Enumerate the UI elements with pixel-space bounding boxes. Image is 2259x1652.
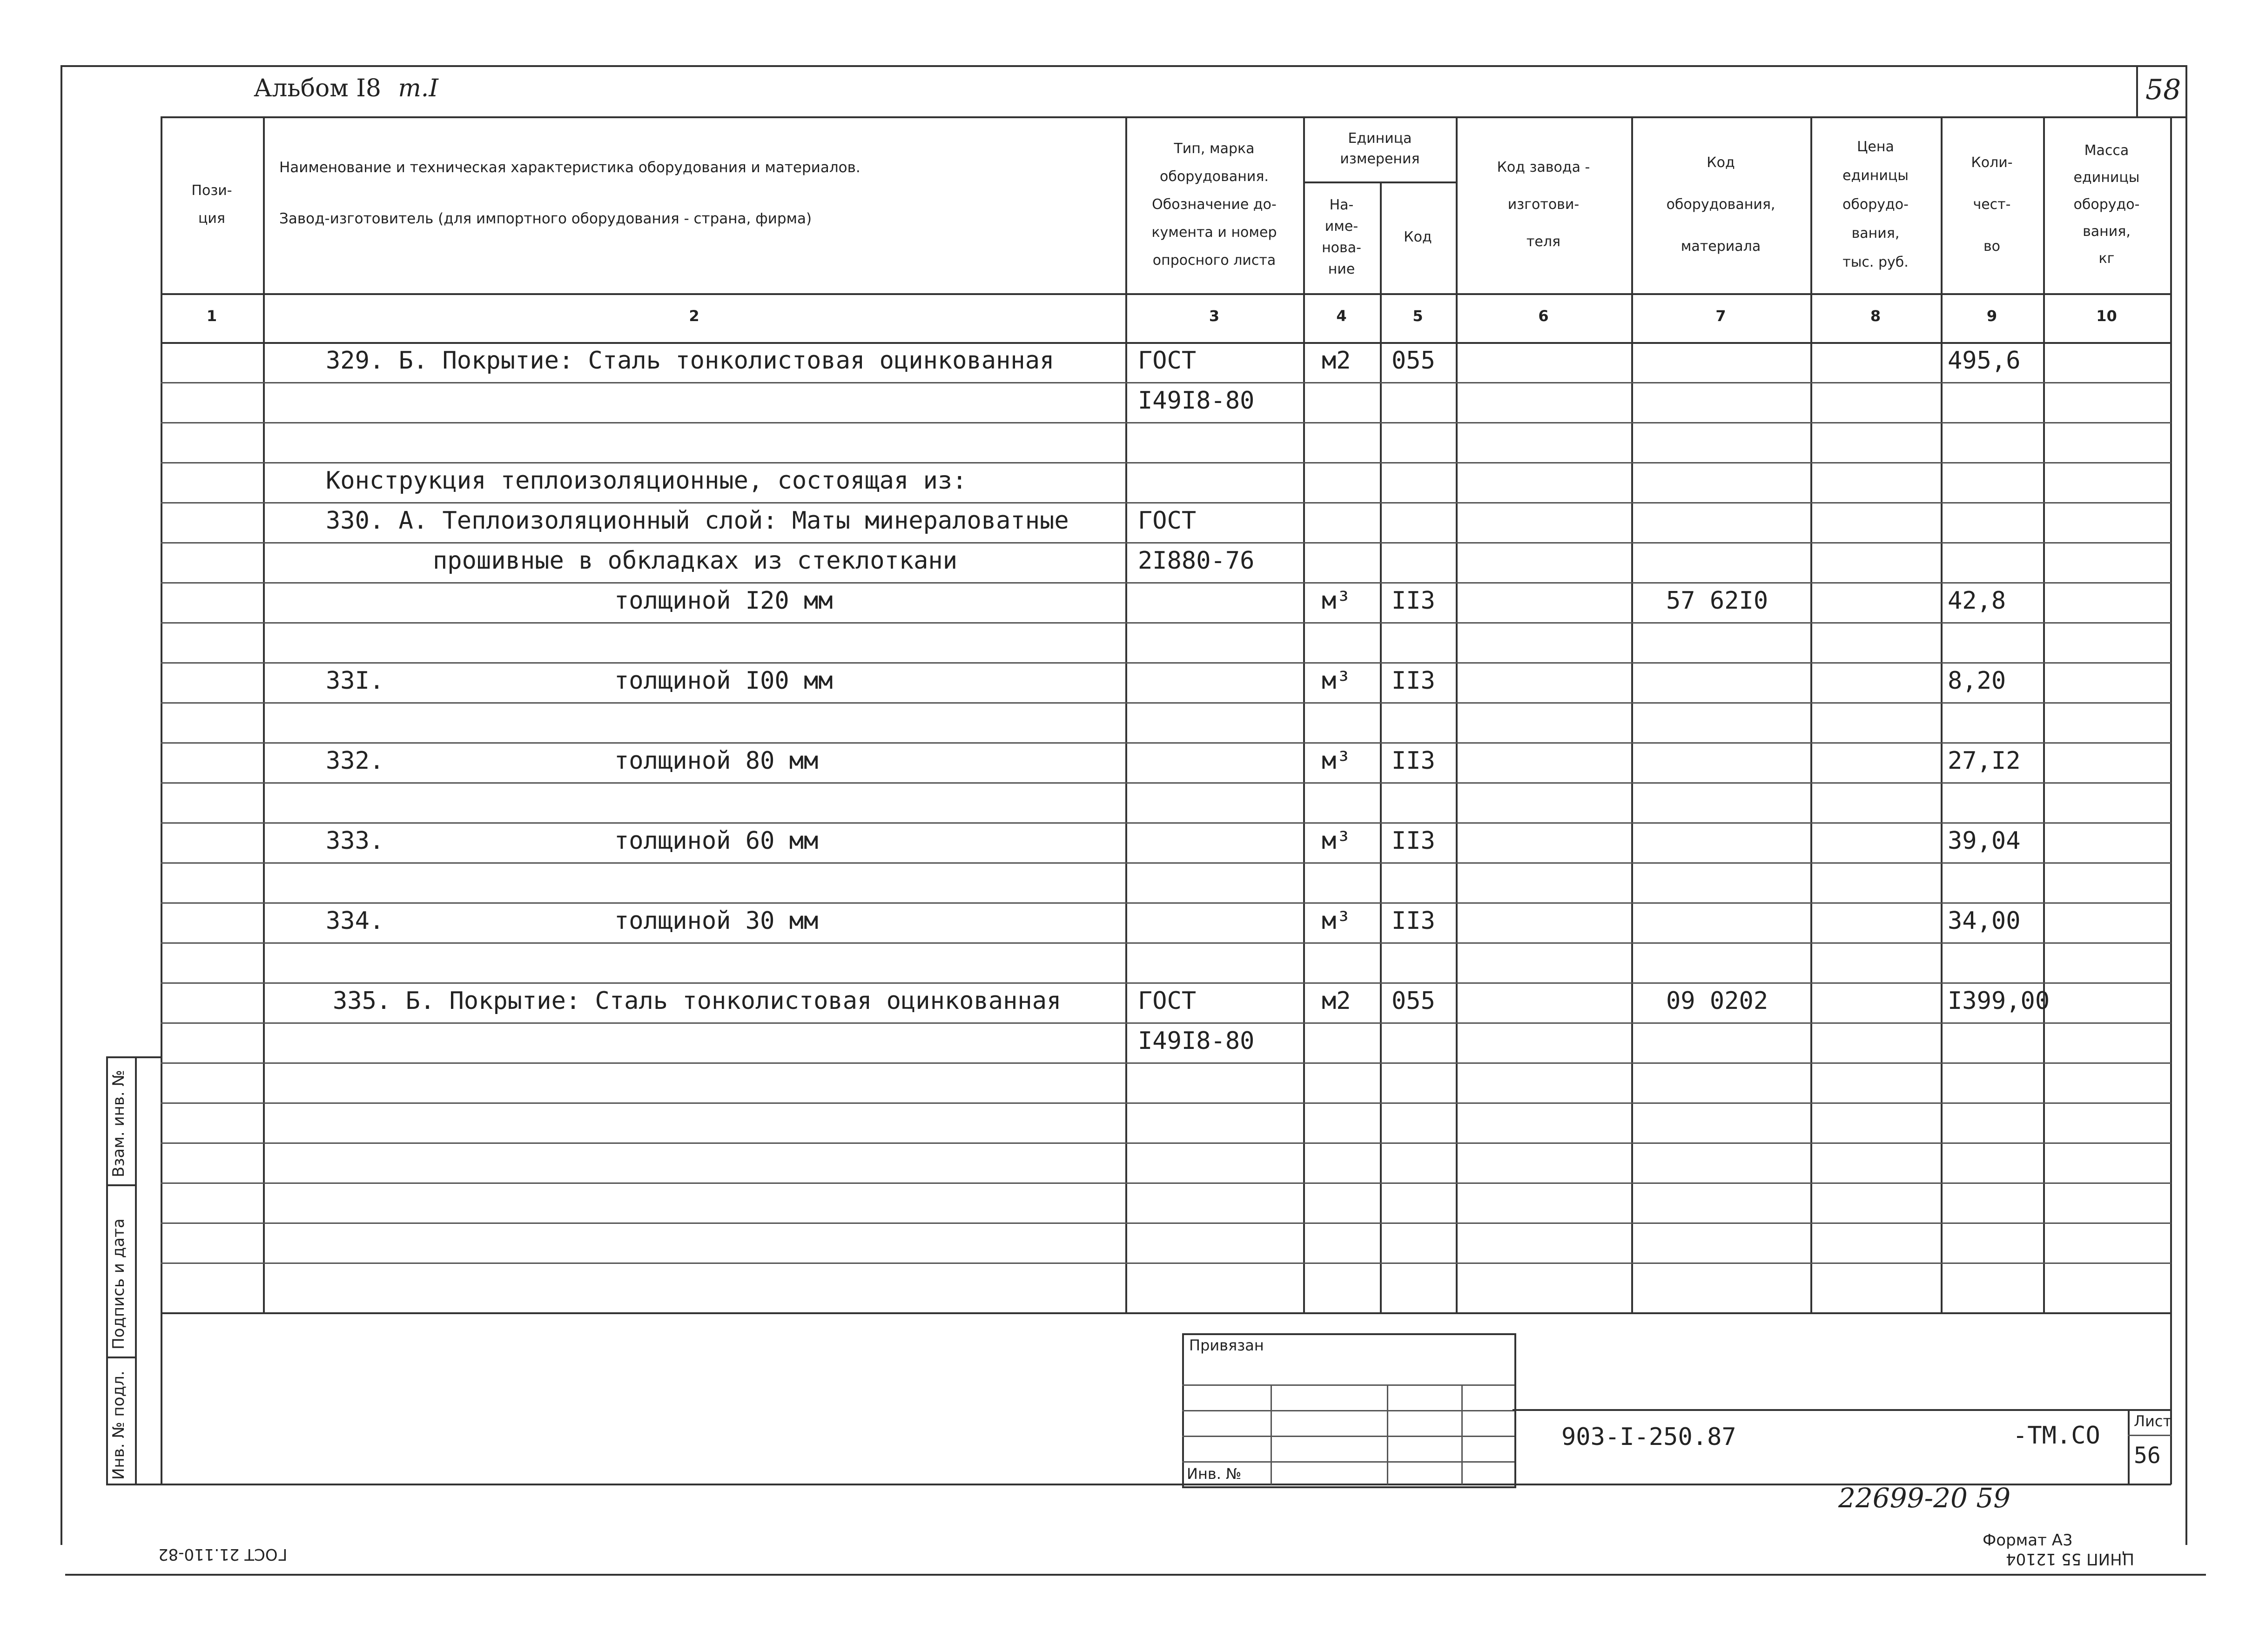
col-sep-6	[1631, 116, 1633, 1312]
colnum-bottom	[161, 342, 2171, 344]
colnum-10: 10	[2096, 307, 2117, 325]
col-sep-1	[263, 116, 265, 1312]
colnum-4: 4	[1336, 307, 1347, 325]
side-strip-sep-1	[106, 1184, 136, 1186]
stamp-top-line	[161, 1312, 2171, 1314]
side-strip-mid	[135, 1056, 137, 1484]
row-name: 333.	[326, 827, 384, 855]
row-unit: м³	[1322, 907, 1351, 935]
row-name: толщиной I20 мм	[614, 587, 833, 615]
row-name-detail: толщиной 60 мм	[614, 827, 819, 855]
row-unit: м³	[1322, 827, 1351, 855]
row-name-detail: толщиной 80 мм	[614, 747, 819, 775]
row-name: 335. Б. Покрытие: Сталь тонколистовая оцинкованная	[333, 987, 1062, 1015]
row-doc: 2I880-76	[1138, 547, 1255, 575]
row-line	[161, 542, 2171, 544]
row-line	[161, 742, 2171, 744]
row-line	[161, 822, 2171, 824]
row-name: 33I.	[326, 667, 384, 695]
row-unit: м³	[1322, 587, 1351, 615]
privyazan-vline-1	[1271, 1384, 1272, 1484]
row-name-detail: толщиной 30 мм	[614, 907, 819, 935]
side-label-inv-podl: Инв. № подл.	[109, 1370, 128, 1480]
title-block-line	[1513, 1409, 2171, 1411]
row-code: 055	[1392, 987, 1435, 1015]
privyazan-line-2	[1182, 1410, 1514, 1411]
row-line	[161, 1062, 2171, 1064]
privyazan-line-4	[1182, 1461, 1514, 1463]
inv-no-label: Инв. №	[1187, 1465, 1242, 1483]
row-name: 330. А. Теплоизоляционный слой: Маты минераловатные	[326, 507, 1069, 535]
row-line	[161, 942, 2171, 944]
row-doc: ГОСТ	[1138, 347, 1197, 375]
colnum-6: 6	[1538, 307, 1549, 325]
side-label-vzam: Взам. инв. №	[109, 1070, 128, 1177]
row-material-code: 57 62I0	[1666, 587, 1768, 615]
row-name: 334.	[326, 907, 384, 935]
colnum-1: 1	[206, 307, 217, 325]
row-quantity: 42,8	[1948, 587, 2006, 615]
header-type: Тип, марка оборудования. Обозначение до- кумента и номер опросного листа	[1151, 141, 1277, 269]
row-doc: ГОСТ	[1138, 507, 1197, 535]
row-unit: м³	[1322, 747, 1351, 775]
colnum-7: 7	[1715, 307, 1726, 325]
colnum-8: 8	[1870, 307, 1881, 325]
frame-bottom	[65, 1574, 2206, 1576]
row-doc: I49I8-80	[1138, 387, 1255, 415]
row-line	[161, 702, 2171, 704]
colnum-2: 2	[689, 307, 699, 325]
row-material-code: 09 0202	[1666, 987, 1768, 1015]
side-strip-top	[106, 1056, 162, 1058]
side-strip-sep-2	[106, 1357, 136, 1358]
row-quantity: 8,20	[1948, 667, 2006, 695]
row-line	[161, 982, 2171, 984]
col-sep-7	[1810, 116, 1812, 1312]
header-unit-name: На- име- нова- ние	[1322, 197, 1361, 277]
row-doc: I49I8-80	[1138, 1027, 1255, 1055]
privyazan-label: Привязан	[1189, 1336, 1264, 1354]
row-name-detail: толщиной I00 мм	[614, 667, 833, 695]
row-code: II3	[1392, 907, 1435, 935]
table-left	[161, 116, 162, 1312]
row-quantity: I399,00	[1948, 987, 2050, 1015]
row-quantity: 34,00	[1948, 907, 2021, 935]
row-line	[161, 382, 2171, 383]
row-line	[161, 422, 2171, 423]
frame-left	[61, 65, 62, 1545]
side-strip-left	[106, 1056, 108, 1484]
sheet-box-mid	[2128, 1435, 2171, 1436]
cniip-footer: ЦНИП 55 12104	[2006, 1550, 2135, 1568]
page-number-handwritten: 58	[2145, 74, 2181, 106]
header-mass: Масса единицы оборудо- вания, кг	[2073, 142, 2140, 267]
header-bottom	[161, 293, 2171, 295]
album-label	[254, 74, 438, 102]
row-unit: м³	[1322, 667, 1351, 695]
col-sep-8	[1941, 116, 1943, 1312]
row-code: II3	[1392, 587, 1435, 615]
row-line	[161, 902, 2171, 904]
side-label-podpis: Подпись и дата	[109, 1218, 128, 1350]
handwritten-bottom: 22699-20 59	[1838, 1482, 2011, 1514]
row-code: II3	[1392, 667, 1435, 695]
doc-suffix: -ТМ.СО	[2013, 1422, 2100, 1450]
format-label: Формат А3	[1983, 1531, 2073, 1550]
colnum-5: 5	[1412, 307, 1423, 325]
row-line	[161, 782, 2171, 784]
stamp-area-right	[2170, 1312, 2172, 1484]
row-name: Конструкция теплоизоляционные, состоящая из:	[326, 467, 967, 495]
privyazan-vline-2	[1387, 1384, 1388, 1484]
sheet-box-left	[2128, 1409, 2130, 1484]
row-name: 332.	[326, 747, 384, 775]
row-code: II3	[1392, 747, 1435, 775]
row-unit: м2	[1322, 987, 1351, 1015]
header-quantity: Коли- чест- во	[1971, 154, 2013, 255]
header-price: Цена единицы оборудо- вания, тыс. руб.	[1842, 139, 1909, 270]
row-unit: м2	[1322, 347, 1351, 375]
col-sep-9	[2043, 116, 2045, 1312]
col-sep-3	[1303, 116, 1305, 1312]
privyazan-line-1	[1182, 1384, 1514, 1386]
header-factory-code: Код завода - изготови- теля	[1497, 159, 1590, 250]
colnum-9: 9	[1986, 307, 1997, 325]
row-quantity: 495,6	[1948, 347, 2021, 375]
row-quantity: 27,I2	[1948, 747, 2021, 775]
privyazan-vline-3	[1461, 1384, 1463, 1484]
row-name: 329. Б. Покрытие: Сталь тонколистовая оцинкованная	[326, 347, 1055, 375]
header-unit: Единица измерения	[1340, 130, 1420, 167]
row-line	[161, 1222, 2171, 1224]
row-code: 055	[1392, 347, 1435, 375]
stamp-area-left	[161, 1312, 162, 1484]
sheet-label: Лист	[2134, 1412, 2172, 1430]
row-code: II3	[1392, 827, 1435, 855]
row-line	[161, 582, 2171, 584]
header-position: Пози- ция	[191, 182, 232, 227]
row-line	[161, 1263, 2171, 1264]
row-line	[161, 862, 2171, 864]
row-line	[161, 1142, 2171, 1144]
album-volume: т.I	[398, 74, 438, 102]
sheet-number: 56	[2134, 1443, 2161, 1469]
col-sep-2	[1125, 116, 1127, 1312]
row-doc: ГОСТ	[1138, 987, 1197, 1015]
row-line	[161, 462, 2171, 463]
privyazan-line-3	[1182, 1436, 1514, 1437]
doc-code: 903-I-250.87	[1561, 1423, 1736, 1451]
row-line	[161, 1182, 2171, 1184]
side-strip-bottom	[106, 1484, 162, 1485]
header-unit-code: Код	[1404, 229, 1432, 245]
row-line	[161, 622, 2171, 624]
row-line	[161, 662, 2171, 664]
row-line	[161, 1022, 2171, 1024]
col-sep-5	[1456, 116, 1458, 1312]
frame-right	[2185, 65, 2187, 1545]
frame-top	[61, 65, 2187, 67]
row-name: прошивные в обкладках из стеклоткани	[433, 547, 958, 575]
header-name: Наименование и техническая характеристика оборудования и материалов. Завод-изготовитель (для импортного оборудования - страна, фирма)	[279, 159, 861, 227]
row-line	[161, 502, 2171, 504]
gost-footer: ГОСТ 21.110-82	[158, 1545, 288, 1564]
header-material-code: Код оборудования, материала	[1666, 154, 1775, 255]
table-right	[2170, 116, 2172, 1312]
album-name: Альбом I8	[254, 74, 381, 102]
colnum-3: 3	[1209, 307, 1220, 325]
row-line	[161, 1102, 2171, 1104]
row-quantity: 39,04	[1948, 827, 2021, 855]
